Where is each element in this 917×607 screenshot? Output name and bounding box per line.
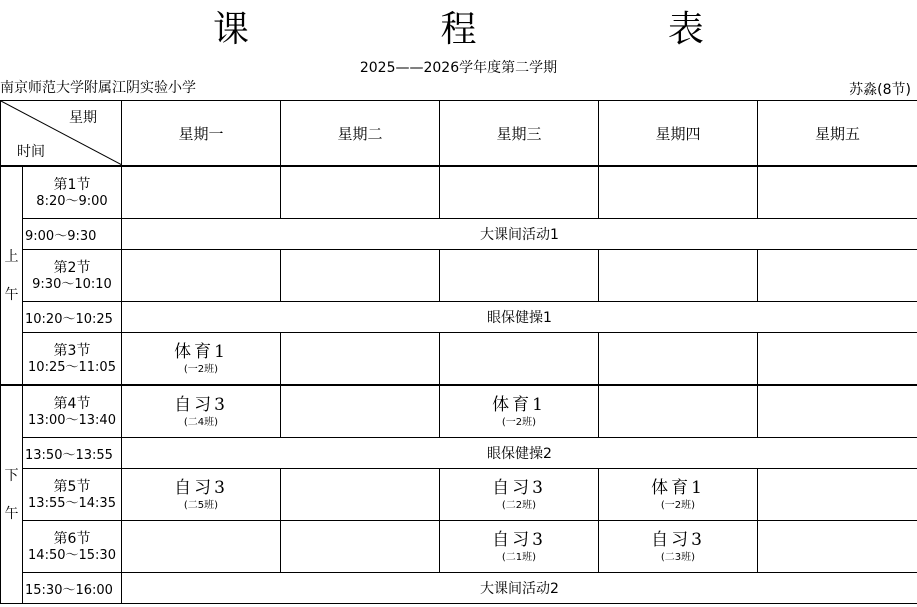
slot-name: 第5节 [53,478,91,495]
break-row [1,219,917,250]
slot-cell [23,166,122,219]
lesson-cell [440,166,599,219]
break-activity: 眼保健操1 [122,302,917,333]
period-row-5 [1,469,917,521]
day-header-tue: 星期二 [281,101,440,167]
course-name: 自习3 [492,529,546,550]
lesson-cell [122,166,281,219]
class-group: (一2班) [660,499,696,511]
class-group: (二3班) [660,551,696,563]
class-group: (一2班) [501,416,537,428]
course-name: 体育1 [651,477,705,498]
lesson-cell [122,333,281,386]
page-title: 课 程 表 [213,9,794,50]
lesson-cell [440,521,599,573]
weekday-axis-label: 星期 [69,110,97,126]
period-row-3 [1,333,917,386]
slot-name: 第4节 [53,395,91,412]
lesson-cell [599,469,758,521]
class-group: (二4班) [183,416,219,428]
period-row-6 [1,521,917,573]
lesson-cell [281,250,440,302]
class-group: (二5班) [183,499,219,511]
day-header-thu: 星期四 [599,101,758,167]
time-axis-label: 时间 [17,144,45,160]
slot-name: 第6节 [53,530,91,547]
corner-cell [1,101,122,167]
lesson-cell [281,166,440,219]
lesson-cell [599,385,758,438]
lesson-cell [758,250,917,302]
lesson-cell [440,250,599,302]
lesson-cell [440,385,599,438]
lesson-cell [599,166,758,219]
slot-cell [23,250,122,302]
slot-time: 9:30～10:10 [32,276,112,292]
slot-name: 第3节 [53,342,91,359]
break-time: 9:00～9:30 [23,219,122,250]
slot-name: 第1节 [53,176,91,193]
break-activity: 大课间活动1 [122,219,917,250]
morning-label: 上 午 [1,166,23,385]
course-name: 体育1 [174,341,228,362]
class-group: (二2班) [501,499,537,511]
day-header-fri: 星期五 [758,101,917,167]
slot-time: 10:25～11:05 [28,359,116,375]
lesson-cell [599,521,758,573]
day-header-mon: 星期一 [122,101,281,167]
break-activity: 大课间活动2 [122,573,917,604]
break-row [1,302,917,333]
lesson-cell [758,166,917,219]
break-time: 10:20～10:25 [23,302,122,333]
course-name: 体育1 [492,394,546,415]
lesson-cell [599,333,758,386]
slot-name: 第2节 [53,259,91,276]
day-header-wed: 星期三 [440,101,599,167]
slot-time: 8:20～9:00 [36,193,108,209]
lesson-cell [758,521,917,573]
lesson-cell [758,333,917,386]
slot-cell [23,333,122,386]
lesson-cell [599,250,758,302]
break-time: 15:30～16:00 [23,573,122,604]
header-row [1,101,917,167]
period-row-4 [1,385,917,438]
slot-cell [23,521,122,573]
slot-cell [23,469,122,521]
break-row [1,438,917,469]
lesson-cell [281,385,440,438]
course-name: 自习3 [174,477,228,498]
lesson-cell [758,385,917,438]
school-name: 南京师范大学附属江阴实验小学 [0,80,196,96]
lesson-cell [440,333,599,386]
course-name: 自习3 [651,529,705,550]
break-activity: 眼保健操2 [122,438,917,469]
slot-time: 14:50～15:30 [28,547,116,563]
lesson-cell [122,385,281,438]
slot-cell [23,385,122,438]
slot-time: 13:55～14:35 [28,495,116,511]
period-row-1 [1,166,917,219]
lesson-cell [122,250,281,302]
period-row-2 [1,250,917,302]
lesson-cell [281,469,440,521]
lesson-cell [440,469,599,521]
lesson-cell [281,333,440,386]
course-name: 自习3 [492,477,546,498]
teacher-name: 苏淼(8节) [849,82,911,98]
class-group: (一2班) [183,363,219,375]
lesson-cell [281,521,440,573]
slot-time: 13:00～13:40 [28,412,116,428]
class-group: (二1班) [501,551,537,563]
lesson-cell [122,469,281,521]
lesson-cell [758,469,917,521]
break-time: 13:50～13:55 [23,438,122,469]
break-row [1,573,917,604]
term-subtitle: 2025——2026学年度第二学期 [359,60,558,76]
timetable [0,100,917,604]
afternoon-label: 下 午 [1,385,23,604]
lesson-cell [122,521,281,573]
course-name: 自习3 [174,394,228,415]
